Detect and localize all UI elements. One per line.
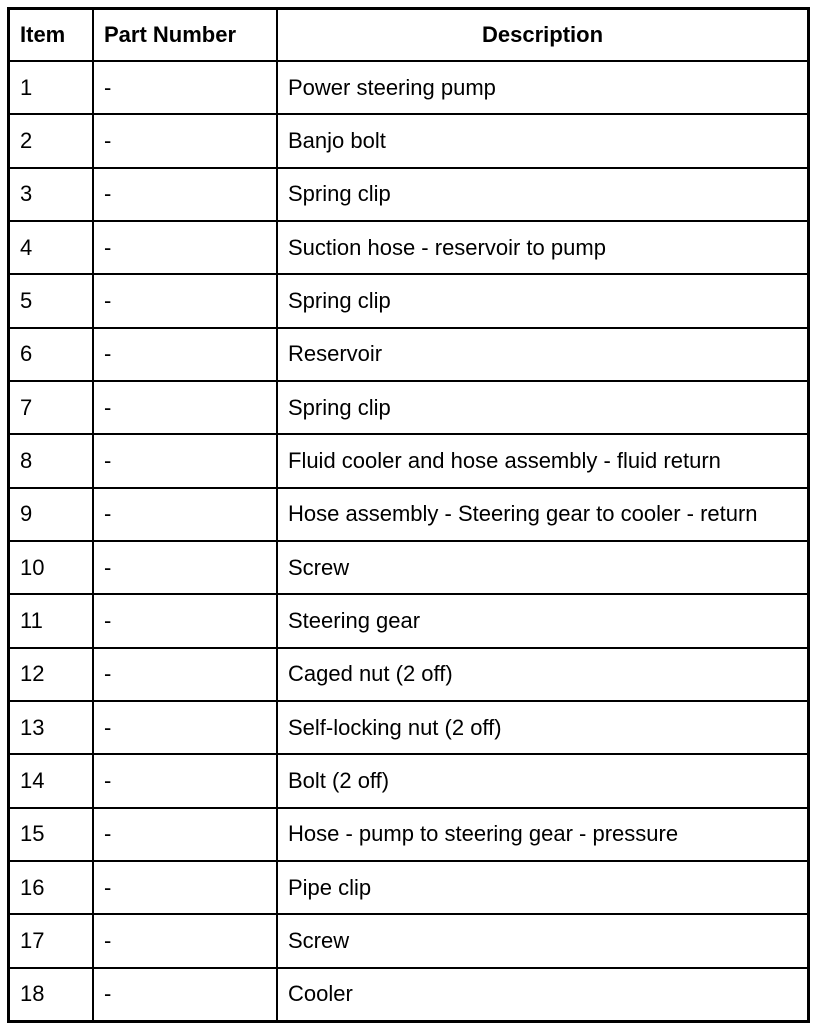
- description-cell: Power steering pump: [277, 61, 809, 114]
- description-cell: Spring clip: [277, 381, 809, 434]
- table-row: [9, 808, 809, 861]
- description-cell: Self-locking nut (2 off): [277, 701, 809, 754]
- description-cell: Fluid cooler and hose assembly - fluid return: [277, 434, 809, 487]
- part-number-cell: -: [93, 168, 277, 221]
- part-number-cell: -: [93, 914, 277, 967]
- part-number-cell: -: [93, 221, 277, 274]
- item-cell: 6: [9, 328, 94, 381]
- header-part-number: Part Number: [93, 9, 277, 62]
- part-number-cell: -: [93, 541, 277, 594]
- part-number-cell: -: [93, 61, 277, 114]
- table-row: [9, 701, 809, 754]
- item-cell: 8: [9, 434, 94, 487]
- description-cell: Cooler: [277, 968, 809, 1022]
- part-number-cell: -: [93, 114, 277, 167]
- header-row: [9, 9, 809, 62]
- table-header: [9, 9, 809, 62]
- table-row: [9, 594, 809, 647]
- part-number-cell: -: [93, 754, 277, 807]
- part-number-cell: -: [93, 488, 277, 541]
- table-row: [9, 61, 809, 114]
- description-cell: Screw: [277, 914, 809, 967]
- part-number-cell: -: [93, 328, 277, 381]
- part-number-cell: -: [93, 648, 277, 701]
- item-cell: 14: [9, 754, 94, 807]
- description-cell: Reservoir: [277, 328, 809, 381]
- part-number-cell: -: [93, 968, 277, 1022]
- parts-table: [7, 7, 810, 1023]
- part-number-cell: -: [93, 381, 277, 434]
- table-row: [9, 754, 809, 807]
- description-cell: Spring clip: [277, 168, 809, 221]
- table-row: [9, 541, 809, 594]
- description-cell: Pipe clip: [277, 861, 809, 914]
- description-cell: Hose - pump to steering gear - pressure: [277, 808, 809, 861]
- header-description: Description: [277, 9, 809, 62]
- table-row: [9, 221, 809, 274]
- table-row: [9, 328, 809, 381]
- item-cell: 2: [9, 114, 94, 167]
- item-cell: 7: [9, 381, 94, 434]
- table-row: [9, 968, 809, 1022]
- item-cell: 17: [9, 914, 94, 967]
- table-row: [9, 914, 809, 967]
- description-cell: Screw: [277, 541, 809, 594]
- table-row: [9, 381, 809, 434]
- description-cell: Caged nut (2 off): [277, 648, 809, 701]
- description-cell: Hose assembly - Steering gear to cooler - return: [277, 488, 809, 541]
- description-cell: Bolt (2 off): [277, 754, 809, 807]
- table-body: [9, 61, 809, 1022]
- header-item: Item: [9, 9, 94, 62]
- table-row: [9, 488, 809, 541]
- table-row: [9, 114, 809, 167]
- item-cell: 13: [9, 701, 94, 754]
- description-cell: Steering gear: [277, 594, 809, 647]
- item-cell: 11: [9, 594, 94, 647]
- table-row: [9, 274, 809, 327]
- item-cell: 16: [9, 861, 94, 914]
- table-row: [9, 434, 809, 487]
- part-number-cell: -: [93, 861, 277, 914]
- part-number-cell: -: [93, 808, 277, 861]
- item-cell: 12: [9, 648, 94, 701]
- table-row: [9, 861, 809, 914]
- part-number-cell: -: [93, 434, 277, 487]
- item-cell: 9: [9, 488, 94, 541]
- table-row: [9, 168, 809, 221]
- part-number-cell: -: [93, 274, 277, 327]
- item-cell: 3: [9, 168, 94, 221]
- item-cell: 10: [9, 541, 94, 594]
- item-cell: 1: [9, 61, 94, 114]
- table-row: [9, 648, 809, 701]
- item-cell: 15: [9, 808, 94, 861]
- item-cell: 18: [9, 968, 94, 1022]
- description-cell: Spring clip: [277, 274, 809, 327]
- item-cell: 4: [9, 221, 94, 274]
- item-cell: 5: [9, 274, 94, 327]
- part-number-cell: -: [93, 594, 277, 647]
- description-cell: Banjo bolt: [277, 114, 809, 167]
- part-number-cell: -: [93, 701, 277, 754]
- description-cell: Suction hose - reservoir to pump: [277, 221, 809, 274]
